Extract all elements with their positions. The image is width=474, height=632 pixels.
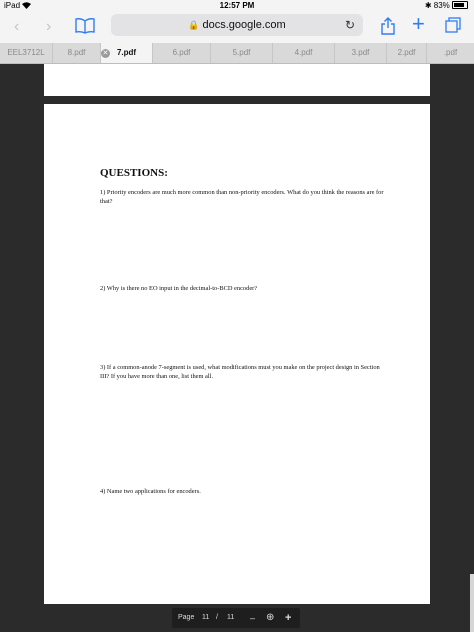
tabs-icon: [445, 17, 461, 33]
new-tab-button[interactable]: +: [412, 11, 425, 36]
pdf-page: [44, 104, 430, 604]
tab-4-pdf[interactable]: 4.pdf: [272, 43, 334, 63]
lock-icon: 🔒: [188, 20, 200, 30]
tab-8-pdf[interactable]: 8.pdf: [52, 43, 100, 63]
question-1: 1) Priority encoders are much more common than non-priority encoders. What do you think the reasons are for that?: [100, 189, 384, 205]
status-bar: [0, 0, 474, 11]
tab-6-pdf[interactable]: 6.pdf: [152, 43, 210, 63]
tab-2-pdf[interactable]: 2.pdf: [386, 43, 426, 63]
previous-page-bottom: [44, 64, 430, 96]
bluetooth-icon: ✱: [424, 1, 432, 10]
current-page[interactable]: 11: [202, 614, 210, 621]
tab-strip: [0, 43, 474, 64]
question-3: 3) If a common-anode 7-segment is used, what modifications must you make on the project design in Section III? If you have more than one, list them all.: [100, 364, 380, 380]
device-name: iPad: [4, 1, 21, 10]
share-icon: [381, 17, 395, 35]
tab-5-pdf[interactable]: 5.pdf: [210, 43, 272, 63]
pdf-viewer[interactable]: [0, 64, 474, 632]
url-text: docs.google.com: [202, 19, 286, 31]
scrollbar[interactable]: [470, 574, 474, 632]
tab-eel3712l[interactable]: EEL3712L: [7, 48, 45, 57]
questions-heading: QUESTIONS:: [100, 167, 168, 179]
forward-button[interactable]: ›: [46, 18, 52, 35]
question-2: 2) Why is there no EO input in the decimal-to-BCD encoder?: [100, 285, 258, 292]
book-icon: [75, 18, 95, 34]
close-tab-icon[interactable]: ✕: [102, 50, 109, 57]
share-button[interactable]: [381, 17, 395, 39]
browser-toolbar: [0, 11, 474, 43]
zoom-out-button[interactable]: –: [250, 613, 256, 623]
bookmarks-button[interactable]: [75, 18, 95, 38]
tab-3-pdf[interactable]: 3.pdf: [334, 43, 386, 63]
battery-percent: 83%: [433, 1, 450, 10]
clock: 12:57 PM: [219, 1, 255, 10]
page-label: Page: [178, 614, 195, 621]
page-controls: [172, 608, 300, 628]
tab-7-pdf[interactable]: ✕ 7.pdf: [100, 43, 152, 63]
address-bar[interactable]: [111, 14, 363, 36]
question-4: 4) Name two applications for encoders.: [100, 488, 201, 495]
back-button[interactable]: ‹: [14, 18, 20, 35]
total-pages: 11: [227, 614, 235, 621]
zoom-in-button[interactable]: +: [285, 612, 292, 624]
tabs-button[interactable]: [445, 17, 461, 37]
page-separator: /: [216, 614, 218, 621]
zoom-icon[interactable]: ⊕: [266, 612, 275, 623]
reload-icon[interactable]: ↻: [344, 18, 355, 32]
tab-pdf[interactable]: .pdf: [426, 43, 474, 63]
battery-icon: [452, 1, 468, 9]
